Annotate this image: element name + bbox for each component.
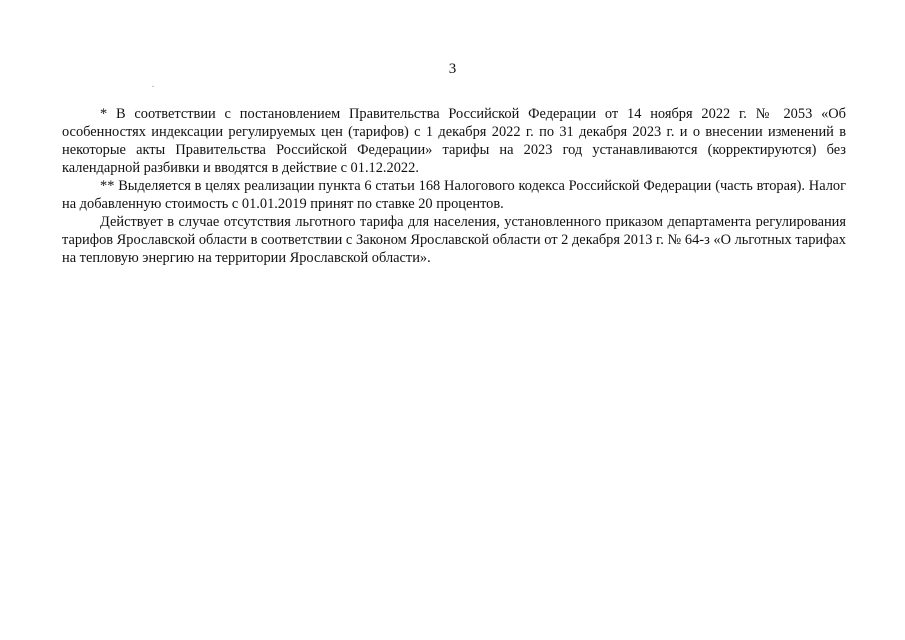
footnotes-block — [62, 105, 846, 267]
note-preferential-tariff: Действует в случае отсутствия льготного тарифа для населения, установленного приказом департамента регулирования тарифов Ярославской области в соответствии с Законом Ярославской области от 2 декабря 2013 г. № 64-з «О льготных тарифах на тепловую энергию на территории Ярославской области». — [62, 214, 846, 266]
scan-artifact — [152, 86, 154, 87]
footnote-vat: ** Выделяется в целях реализации пункта 6 статьи 168 Налогового кодекса Российской Федерации (часть вторая). Налог на добавленную стоимость с 01.01.2019 принят по ставке 20 процентов. — [62, 178, 846, 212]
page-number: 3 — [448, 61, 457, 77]
footnote-tariff-indexation: * В соответствии с постановлением Правительства Российской Федерации от 14 ноября 2022 г. № 2053 «Об особенностях индексации регулируемых цен (тарифов) с 1 декабря 2022 г. по 31 декабря 2023 г. и о внесении изменений в некоторые акты Правительства Российской Федерации» тарифы на 2023 год устанавливаются (корректируются) без календарной разбивки и вводятся в действие с 01.12.2022. — [62, 106, 846, 176]
